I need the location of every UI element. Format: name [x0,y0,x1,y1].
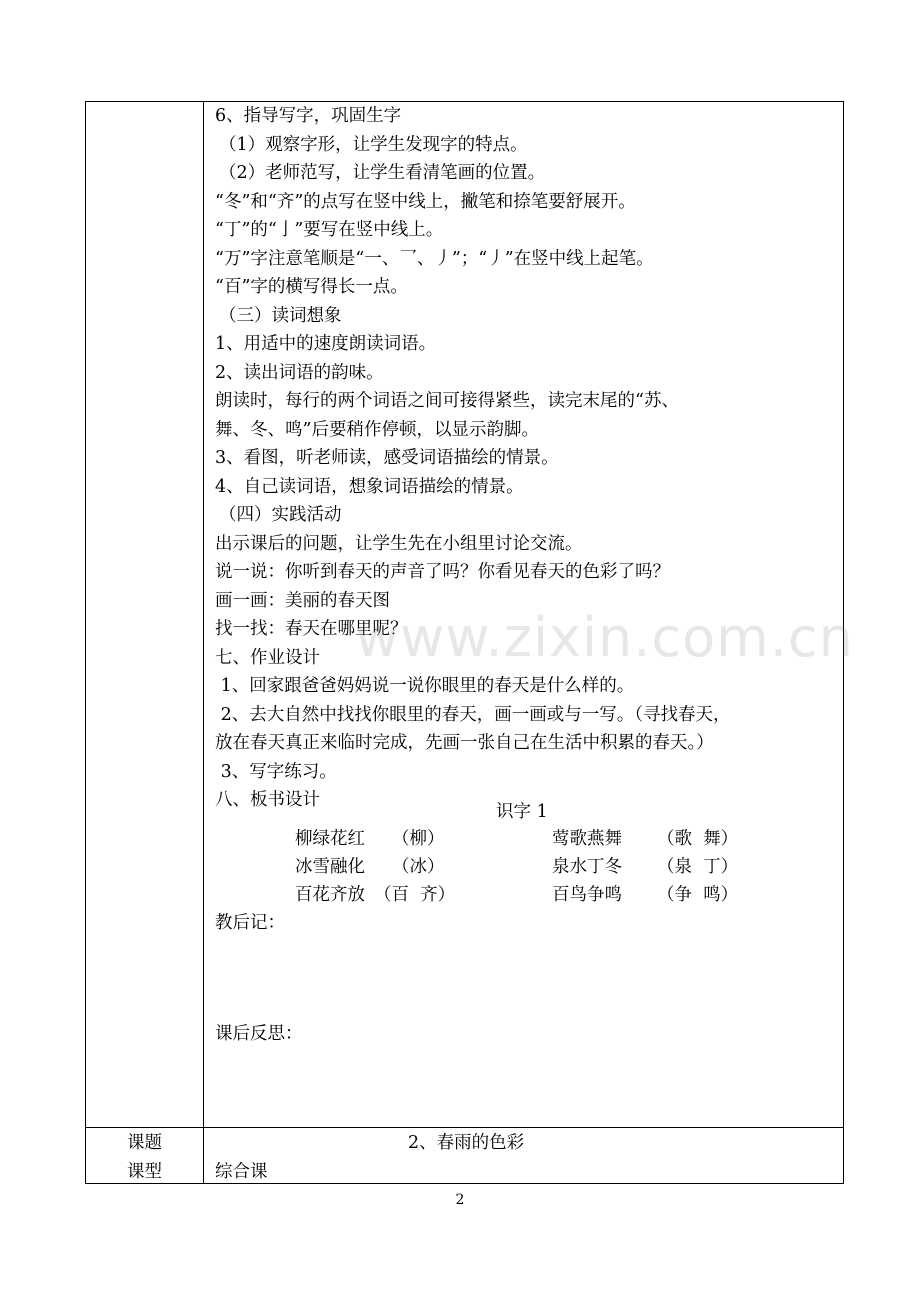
board-row [86,853,843,882]
text-line: （四）实践活动 [219,505,342,525]
text-line: “万”字注意笔顺是“一、乛、丿”；“丿”在竖中线上起笔。 [215,248,654,269]
text-line: 放在春天真正来临时完成，先画一张自己在生活中积累的春天。） [215,733,714,753]
text-line: 2、读出词语的韵味。 [215,362,384,383]
text-line: 说一说：你听到春天的声音了吗？你看见春天的色彩了吗？ [215,562,670,582]
board-word: 百鸟争鸣 [552,885,622,905]
text-line: 3、看图，听老师读，感受词语描绘的情景。 [215,448,559,468]
text-line: 七、作业设计 [215,647,320,668]
board-word: 冰雪融化 [295,857,365,877]
board-word: 泉水丁冬 [552,857,622,877]
next-lesson-type: 综合课 [215,1162,268,1182]
text-line: 6、指导写字，巩固生字 [215,106,402,126]
text-line: 出示课后的问题，让学生先在小组里讨论交流。 [215,533,583,554]
reflection-row [86,1020,843,1049]
board-word: 莺歌燕舞 [552,829,622,849]
text-line: 1、回家跟爸爸妈妈说一说你眼里的春天是什么样的。 [215,676,635,696]
board-char: （泉 丁） [657,857,739,877]
text-line: “百”字的横写得长一点。 [215,277,408,297]
after-class-note-row [86,909,843,938]
board-word: 柳绿花红 [295,829,365,849]
board-char: （柳） [392,829,445,849]
next-type-row [86,1158,843,1187]
board-char: （百 齐） [374,885,456,905]
text-line: “丁”的“亅”要写在竖中线上。 [215,220,444,240]
text-line: 2、去大自然中找找你眼里的春天，画一画或与一写。（寻找春天， [215,704,731,725]
label-title: 课题 [127,1133,162,1153]
board-title-row [86,798,843,827]
board-char: （冰） [392,857,445,877]
text-line: 4、自己读词语，想象词语描绘的情景。 [215,476,524,497]
text-line: “冬”和“齐”的点写在竖中线上，撇笔和捺笔要舒展开。 [215,191,636,212]
text-line: （1）观察字形，让学生发现字的特点。 [219,134,528,155]
text-line: （2）老师范写，让学生看清笔画的位置。 [219,163,546,183]
board-char: （歌 舞） [657,829,739,849]
page-number: 2 [455,1192,465,1208]
next-lesson-title: 2、春雨的色彩 [408,1133,525,1153]
text-line: 朗读时，每行的两个词语之间可接得紧些，读完末尾的“苏、 [215,391,679,411]
watermark: www.zixin.com.cn [355,606,854,669]
row-divider [86,1127,843,1128]
next-title-row [86,1129,843,1158]
text-line: 画一画：美丽的春天图 [215,590,390,611]
reflection-label: 课后反思： [215,1024,303,1044]
text-line: 1、用适中的速度朗读词语。 [215,334,437,354]
label-type: 课型 [127,1162,162,1182]
after-class-note: 教后记： [215,913,285,933]
board-title: 识字 1 [496,802,548,822]
board-row [86,825,843,854]
text-line: 3、写字练习。 [215,761,337,782]
lesson-content [215,102,840,815]
board-word: 百花齐放 [295,885,365,905]
text-line: 八、板书设计 [215,790,320,810]
board-row [86,881,843,910]
text-line: （三）读词想象 [219,305,342,326]
board-char: （争 鸣） [657,885,739,905]
text-line: 舞、冬、鸣”后要稍作停顿，以显示韵脚。 [215,419,539,440]
text-line: 找一找：春天在哪里呢？ [215,619,408,639]
